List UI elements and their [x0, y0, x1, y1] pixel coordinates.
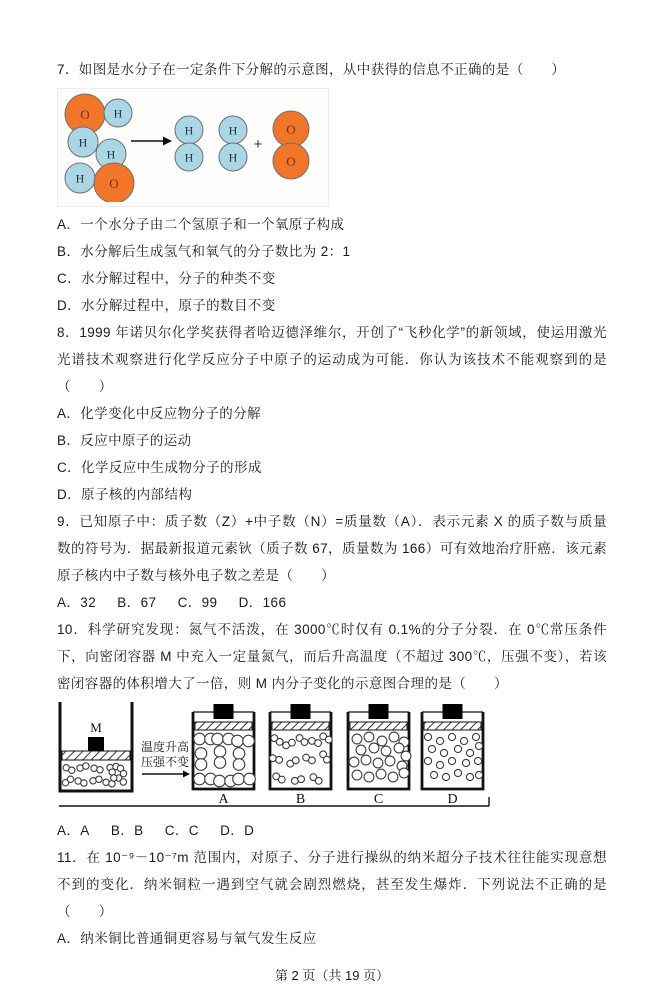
gas-molecule-atom [195, 748, 207, 760]
hydrogen-atom-label: H [113, 106, 123, 121]
gas-atom [428, 745, 435, 752]
question-10-option-c: C．C [164, 823, 199, 838]
gas-molecule-atom [214, 746, 226, 758]
piston-hatched-bar [350, 722, 407, 730]
gas-atom [440, 749, 447, 756]
gas-molecule-atom [323, 756, 330, 763]
container-label-c: C [373, 792, 384, 807]
gas-molecule-atom [97, 767, 103, 773]
gas-molecule-atom [289, 739, 296, 746]
gas-molecule-atom [194, 773, 206, 785]
gas-atom [356, 745, 366, 755]
question-11-option-a: A．纳米铜比普通铜更容易与氧气发生反应 [57, 931, 317, 946]
question-7 [57, 56, 607, 319]
gas-molecule-atom [233, 773, 245, 785]
gas-molecule-atom [214, 775, 226, 787]
oxygen-atom-label: O [80, 107, 90, 122]
piston-hatched-bar [272, 722, 329, 730]
gas-atom [394, 743, 404, 753]
plus-sign: + [253, 136, 263, 153]
piston-weight-block [88, 737, 104, 751]
gas-molecule-atom [194, 733, 206, 745]
oxygen-atom-label: O [286, 154, 296, 169]
gas-atom [399, 768, 409, 778]
question-9-option-c: C．99 [177, 595, 218, 610]
gas-molecule-atom [212, 733, 224, 745]
gas-atom [389, 732, 399, 742]
hydrogen-atom-label: H [228, 123, 238, 138]
gas-atom [436, 761, 443, 768]
gas-atom [385, 756, 395, 766]
arrow-caption-line2: 压强不变 [140, 755, 190, 769]
container-option-b [269, 704, 332, 807]
gas-molecule-atom [301, 739, 308, 746]
gas-molecule-atom [315, 740, 322, 747]
piston-hatched-bar [195, 722, 252, 730]
gas-atom [454, 769, 461, 776]
gas-atom [376, 769, 386, 779]
gas-atom [430, 771, 437, 778]
question-9-option-d: D．166 [238, 595, 287, 610]
reaction-arrow-head [163, 137, 172, 146]
page-footer: 第 2 页（共 19 页） [274, 968, 390, 983]
gas-molecule-atom [83, 763, 89, 769]
gas-molecule-atom [233, 759, 245, 771]
gas-molecule-atom [232, 735, 244, 747]
question-10-options [57, 817, 607, 844]
container-m-label: M [90, 720, 102, 735]
gas-atom [349, 757, 359, 767]
water-decomposition-figure [57, 88, 329, 207]
question-7-stem: 7．如图是水分子在一定条件下分解的示意图，从中获得的信息不正确的是（ ） [57, 62, 566, 77]
gas-atom [401, 751, 411, 761]
gas-atom [436, 737, 443, 744]
piston-hatched-bar [62, 751, 130, 760]
question-10-option-a: A．A [57, 823, 90, 838]
gas-molecule-atom [111, 775, 117, 781]
gas-atom [424, 733, 431, 740]
gas-atom [352, 734, 362, 744]
piston-hatched-bar [424, 722, 481, 730]
piston-weight-block [369, 704, 389, 719]
question-8-option-c: C．化学反应中生成物分子的形成 [57, 460, 262, 475]
gas-atom [424, 757, 431, 764]
gas-molecule-atom [244, 773, 256, 785]
oxygen-atom-label: O [109, 176, 119, 191]
gas-atom [475, 771, 482, 778]
hydrogen-atom-label: H [184, 123, 194, 138]
gas-molecule-atom [325, 736, 332, 743]
gas-atom [364, 732, 374, 742]
gas-atom [462, 759, 469, 766]
question-8-stem: 8．1999 年诺贝尔化学奖获得者哈迈德泽维尔，开创了“飞秒化学”的新领域，使运用激光光谱技术观察进行化学反应分子中原子的运动成为可能．你认为该技术不能观察到的是（ ） [57, 325, 607, 394]
arrow-caption-line1: 温度升高 [140, 740, 190, 754]
gas-molecule-atom [276, 756, 283, 763]
container-label-d: D [447, 792, 458, 807]
gas-molecule-atom [81, 780, 87, 786]
question-8-option-b: B．反应中原子的运动 [57, 433, 192, 448]
hydrogen-atom-label: H [184, 150, 194, 165]
gas-atom [369, 743, 379, 753]
gas-atom [466, 773, 473, 780]
question-9-option-b: B．67 [117, 595, 157, 610]
gas-atom [472, 733, 479, 740]
gas-molecule-atom [233, 748, 245, 760]
question-9-options [57, 589, 607, 616]
gas-molecule-atom [96, 776, 102, 782]
question-9-option-a: A．32 [57, 595, 97, 610]
gas-atom [388, 772, 398, 782]
gas-molecule-atom [67, 776, 73, 782]
gas-containers-figure [56, 701, 607, 816]
gas-atom [454, 745, 461, 752]
piston-weight-block [291, 704, 311, 719]
gas-atom [466, 749, 473, 756]
gas-molecule-atom [276, 738, 283, 745]
gas-atom [448, 733, 455, 740]
gas-atom [442, 773, 449, 780]
gas-molecule-atom [69, 767, 75, 773]
gas-molecule-atom [195, 759, 207, 771]
question-8 [57, 319, 607, 508]
hydrogen-atom-label: H [228, 150, 238, 165]
gas-atom [460, 737, 467, 744]
gas-atom [474, 757, 481, 764]
question-11-stem: 11．在 10⁻⁹－10⁻⁷m 范围内，对原子、分子进行操纵的纳米超分子技术往往能实现意想不到的变化．纳米铜粒一遇到空气就会剧烈燃烧，甚至发生爆炸．下列说法不正确的是（ ） [57, 850, 607, 919]
container-m [60, 702, 132, 791]
gas-atom [364, 772, 374, 782]
question-9 [57, 508, 607, 616]
piston-weight-block [214, 704, 234, 719]
question-8-option-d: D．原子核的内部结构 [57, 487, 193, 502]
container-option-d [422, 704, 483, 807]
gas-molecule-atom [315, 777, 322, 784]
gas-atom [381, 746, 391, 756]
hydrogen-atom-label: H [78, 135, 88, 150]
hydrogen-atom-label: H [106, 147, 116, 162]
question-10 [57, 616, 607, 844]
question-7-option-a: A．一个水分子由二个氢原子和一个氧原子构成 [57, 217, 345, 232]
gas-atom [377, 736, 387, 746]
question-11 [57, 844, 607, 952]
gas-molecule-atom [243, 735, 255, 747]
heating-arrow-head [183, 771, 190, 778]
question-7-option-b: B．水分解后生成氢气和氧气的分子数比为 2：1 [57, 244, 351, 259]
hydrogen-atom-label: H [75, 171, 85, 186]
gas-molecule-atom [292, 757, 299, 764]
gas-containers-svg [56, 701, 492, 813]
water-molecules-svg [59, 90, 323, 202]
container-label-b: B [295, 792, 306, 807]
question-9-stem: 9．已知原子中：质子数（Z）+中子数（N）=质量数（A）．表示元素 X 的质子数与质量数的符号为．据最新报道元素钬（质子数 67，质量数为 166）可有效地治疗肝癌．该元素原子核内中子数与核外电子数之差是（ ） [57, 514, 607, 583]
container-label-a: A [218, 792, 229, 807]
question-8-option-a: A．化学变化中反应物分子的分解 [57, 406, 262, 421]
gas-molecule-atom [298, 776, 305, 783]
question-7-option-c: C．水分解过程中，分子的种类不变 [57, 271, 276, 286]
oxygen-atom-label: O [286, 122, 296, 137]
container-option-a [193, 704, 255, 807]
gas-molecule-atom [214, 757, 226, 769]
gas-molecule-atom [309, 757, 316, 764]
gas-atom [361, 755, 371, 765]
container-option-c [348, 704, 411, 807]
piston-weight-block [443, 704, 463, 719]
gas-atom [373, 758, 383, 768]
question-10-option-d: D．D [220, 823, 255, 838]
gas-molecule-atom [120, 779, 126, 785]
gas-atom [352, 770, 362, 780]
question-7-option-d: D．水分解过程中，原子的数目不变 [57, 298, 276, 313]
question-10-stem: 10．科学研究发现：氮气不活泼，在 3000℃时仅有 0.1%的分子分裂．在 0℃常压条件下，向密闭容器 M 中充入一定量氮气，而后升高温度（不超过 300℃，压强不变），若该密闭容器的体积增大了一倍，则 M 内分子变化的示意图合理的是（ ） [57, 622, 607, 691]
gas-atom [475, 742, 482, 749]
question-10-option-b: B．B [110, 823, 144, 838]
gas-molecule-atom [278, 776, 285, 783]
gas-atom [448, 757, 455, 764]
